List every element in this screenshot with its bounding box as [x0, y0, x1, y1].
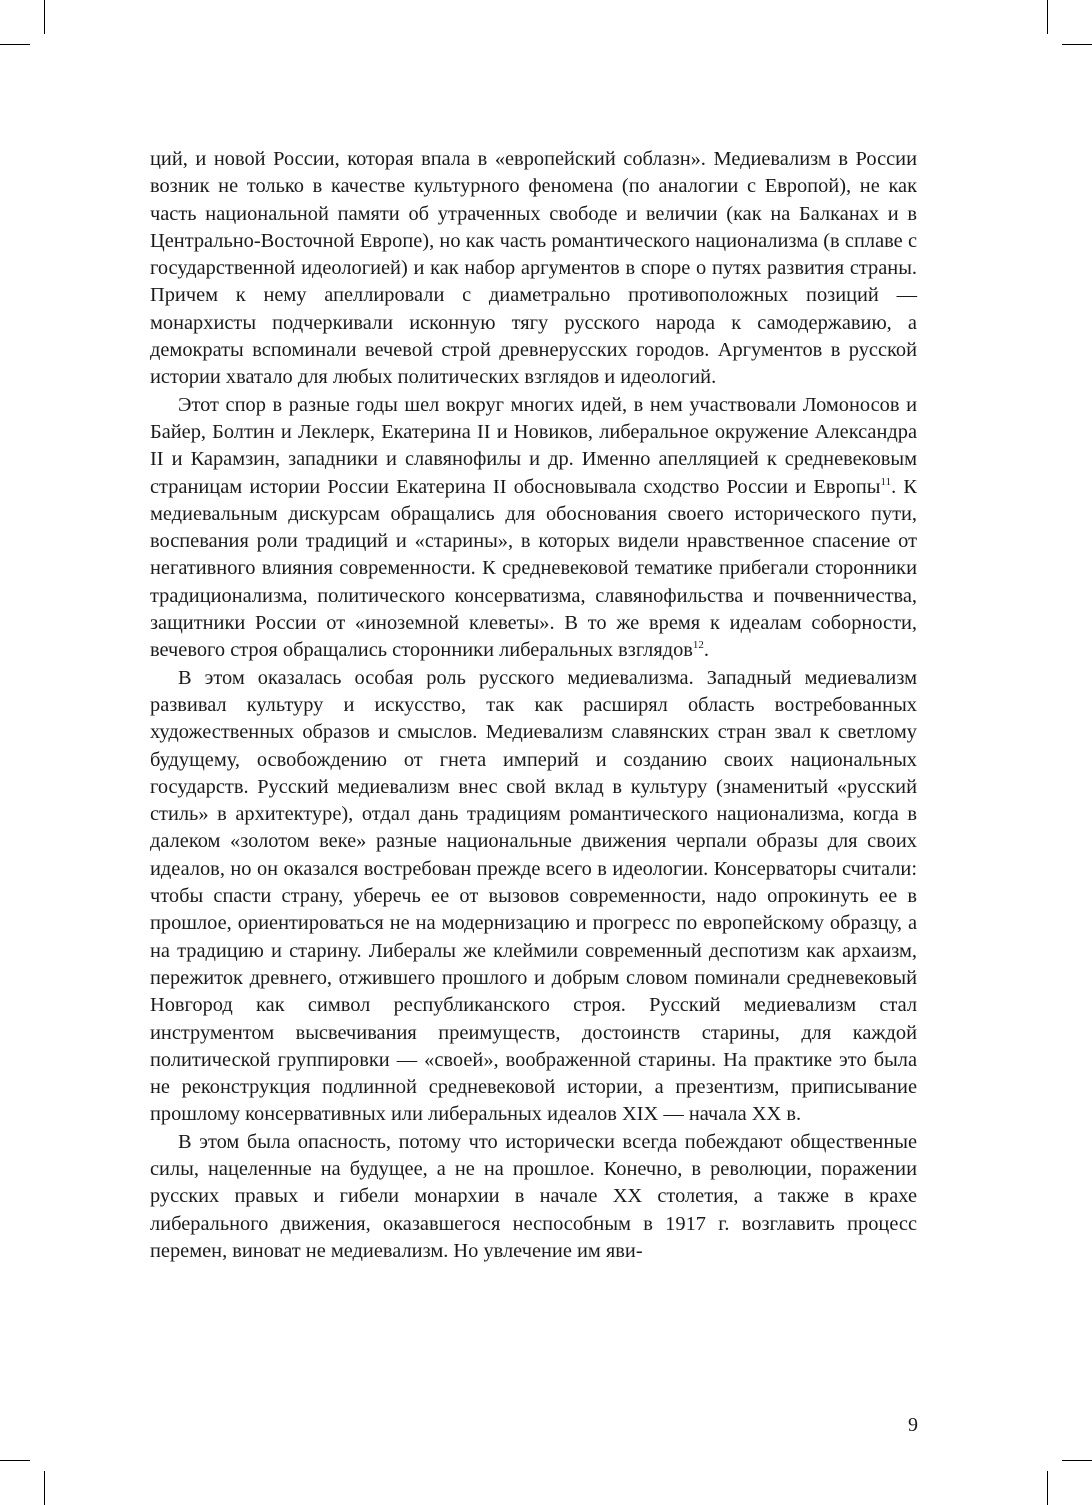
- crop-mark-top-left-v: [44, 0, 45, 34]
- crop-mark-bottom-left-v: [44, 1471, 45, 1505]
- text-run: ций, и новой России, которая впала в «европейский соблазн». Медиевализм в России возник не только в качестве культурного феномена (по аналогии с Европой), не как часть национальной памяти об утраченных свободе и величии (как на Балканах и в Центрально-Восточной Европе), но как часть романтического национализма (в сплаве с государственной идеологией) и как набор аргументов в споре о путях развития страны. Причем к нему апеллировали с диаметрально противоположных позиций — монархисты подчеркивали исконную тягу русского народа к самодержавию, а демократы вспоминали вечевой строй древнерусских городов. Аргументов в русской истории хватало для любых политических взглядов и идеологий.: [150, 148, 917, 389]
- paragraph: [150, 146, 917, 392]
- text-run: .: [703, 639, 710, 662]
- crop-mark-bottom-right-v: [1047, 1471, 1048, 1505]
- paragraph: [150, 665, 917, 1129]
- page-number: 9: [908, 1414, 918, 1436]
- crop-mark-bottom-right-h: [1062, 1460, 1092, 1461]
- crop-mark-top-right-v: [1047, 0, 1048, 34]
- crop-mark-top-right-h: [1062, 44, 1092, 45]
- text-run: В этом была опасность, потому что исторически всегда побеждают общественные силы, нацеленные на будущее, а не на прошлое. Конечно, в революции, поражении русских правых и гибели монархии в начале XX столетия, а также в крахе либерального движения, оказавшегося неспособным в 1917 г. возглавить процесс перемен, виноват не медиевализм. Но увлечение им яви-: [150, 1130, 917, 1262]
- footnote-ref: 11: [880, 475, 892, 488]
- text-run: . К медиевальным дискурсам обращались для обоснования своего исторического пути, воспевания роли традиций и «старины», в которых видели нравственное спасение от негативного влияния современности. К средневековой тематике прибегали сторонники традиционализма, политического консерватизма, славянофильства и почвенничества, защитники России от «иноземной клеветы». В то же время к идеалам соборности, вечевого строя обращались сторонники либеральных взглядов: [150, 475, 917, 662]
- crop-mark-top-left-h: [0, 44, 30, 45]
- footnote-ref: 12: [692, 639, 704, 652]
- paragraph: [150, 392, 917, 665]
- text-run: Этот спор в разные годы шел вокруг многих идей, в нем участвовали Ломоносов и Байер, Болтин и Леклерк, Екатерина II и Новиков, либеральное окружение Александра II и Карамзин, западники и славянофилы и др. Именно апелляцией к средневековым страницам истории России Екатерина II обосновывала сходство России и Европы: [150, 393, 917, 498]
- body-text: [150, 146, 917, 1265]
- crop-mark-bottom-left-h: [0, 1460, 30, 1461]
- paragraph: [150, 1129, 917, 1265]
- text-run: В этом оказалась особая роль русского медиевализма. Западный медиевализм развивал культуру и искусство, так как расширял область востребованных художественных образов и смыслов. Медиевализм славянских стран звал к светлому будущему, освобождению от гнета империй и созданию своих национальных государств. Русский медиевализм внес свой вклад в культуру (знаменитый «русский стиль» в архитектуре), отдал дань традициям романтического национализма, когда в далеком «золотом веке» разные национальные движения черпали образы для своих идеалов, но он оказался востребован прежде всего в идеологии. Консерваторы считали: чтобы спасти страну, уберечь ее от вызовов современности, надо опрокинуть ее в прошлое, ориентироваться не на модернизацию и прогресс по европейскому образцу, а на традицию и старину. Либералы же клеймили современный деспотизм как архаизм, пережиток древнего, отжившего прошлого и добрым словом поминали средневековый Новгород как символ республиканского строя. Русский медиевализм стал инструментом высвечивания преимуществ, достоинств старины, для каждой политической группировки — «своей», воображенной старины. На практике это была не реконструкция подлинной средневековой истории, а презентизм, приписывание прошлому консервативных или либеральных идеалов XIX — начала XX в.: [150, 666, 917, 1126]
